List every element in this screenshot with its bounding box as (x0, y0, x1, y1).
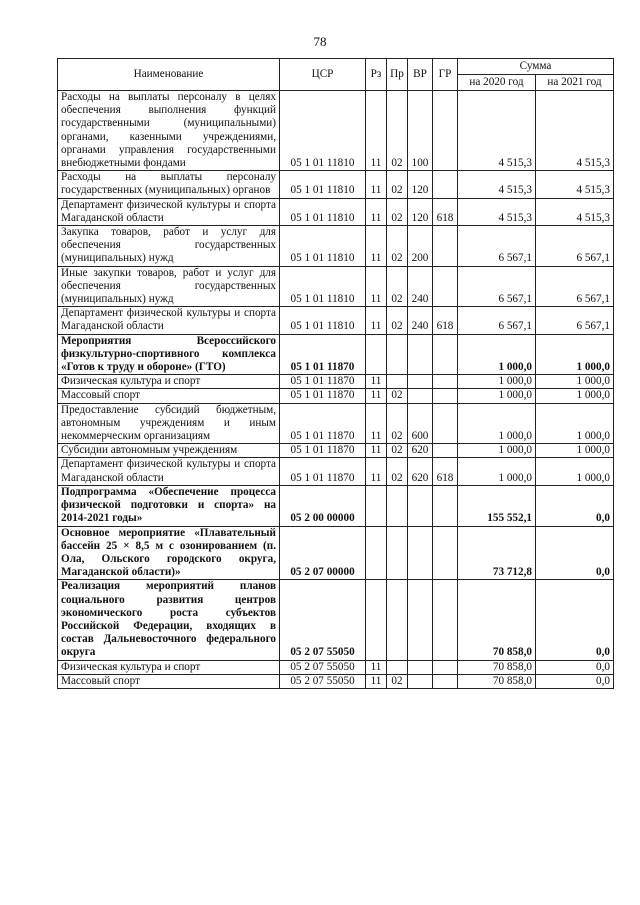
row-pr: 02 (387, 198, 408, 225)
row-sum-2021: 1 000,0 (536, 375, 614, 389)
table-row (58, 198, 614, 225)
row-gr (433, 580, 458, 660)
row-pr (387, 526, 408, 580)
row-gr: 618 (433, 307, 458, 334)
row-sum-2020: 4 515,3 (458, 198, 536, 225)
row-gr (433, 403, 458, 444)
row-sum-2020: 1 000,0 (458, 334, 536, 375)
row-sum-2020: 155 552,1 (458, 485, 536, 526)
row-pr: 02 (387, 226, 408, 267)
row-name: Физическая культура и спорт (58, 660, 280, 674)
row-rz: 11 (366, 674, 387, 688)
row-sum-2020: 1 000,0 (458, 444, 536, 458)
row-name: Реализация мероприятий планов социального развития центров экономического роста субъектов Российской Федерации, входящих в состав Дальневосточного федерального округа (58, 580, 280, 660)
table-row (58, 226, 614, 267)
table-row (58, 674, 614, 688)
row-name: Мероприятия Всероссийского физкультурно-спортивного комплекса «Готов к труду и обороне» (ГТО) (58, 334, 280, 375)
row-csr: 05 1 01 11810 (280, 307, 366, 334)
row-rz: 11 (366, 458, 387, 485)
row-gr (433, 444, 458, 458)
table-row (58, 334, 614, 375)
row-rz: 11 (366, 660, 387, 674)
row-gr (433, 375, 458, 389)
row-rz: 11 (366, 226, 387, 267)
row-rz: 11 (366, 307, 387, 334)
row-rz (366, 334, 387, 375)
row-csr: 05 2 00 00000 (280, 485, 366, 526)
row-rz (366, 526, 387, 580)
header-pr: Пр (387, 59, 408, 91)
row-name: Субсидии автономным учреждениям (58, 444, 280, 458)
row-vr: 600 (408, 403, 433, 444)
table-row (58, 458, 614, 485)
row-pr (387, 660, 408, 674)
row-vr (408, 526, 433, 580)
row-pr (387, 334, 408, 375)
row-rz: 11 (366, 91, 387, 171)
row-pr (387, 375, 408, 389)
header-rz: Рз (366, 59, 387, 91)
row-pr: 02 (387, 307, 408, 334)
table-row (58, 307, 614, 334)
row-gr (433, 171, 458, 198)
row-sum-2020: 1 000,0 (458, 375, 536, 389)
row-vr: 240 (408, 307, 433, 334)
budget-table (57, 58, 614, 689)
row-gr (433, 226, 458, 267)
table-row (58, 266, 614, 307)
row-sum-2020: 70 858,0 (458, 674, 536, 688)
row-sum-2020: 70 858,0 (458, 580, 536, 660)
row-csr: 05 1 01 11870 (280, 444, 366, 458)
row-name: Подпрограмма «Обеспечение процесса физической подготовки и спорта» на 2014-2021 годы» (58, 485, 280, 526)
row-sum-2020: 6 567,1 (458, 266, 536, 307)
table-row (58, 444, 614, 458)
row-vr: 620 (408, 458, 433, 485)
row-sum-2021: 0,0 (536, 674, 614, 688)
header-vr: ВР (408, 59, 433, 91)
header-year-2021: на 2021 год (536, 75, 614, 91)
row-sum-2021: 4 515,3 (536, 171, 614, 198)
row-csr: 05 1 01 11870 (280, 403, 366, 444)
row-gr (433, 266, 458, 307)
row-rz: 11 (366, 375, 387, 389)
row-sum-2020: 1 000,0 (458, 403, 536, 444)
row-name: Департамент физической культуры и спорта Магаданской области (58, 458, 280, 485)
row-sum-2021: 6 567,1 (536, 307, 614, 334)
row-gr (433, 660, 458, 674)
row-name: Физическая культура и спорт (58, 375, 280, 389)
row-pr: 02 (387, 674, 408, 688)
row-rz: 11 (366, 171, 387, 198)
row-csr: 05 1 01 11870 (280, 375, 366, 389)
row-sum-2021: 6 567,1 (536, 266, 614, 307)
row-csr: 05 1 01 11870 (280, 334, 366, 375)
row-rz: 11 (366, 403, 387, 444)
page-number: 78 (313, 34, 327, 49)
header-year-2020: на 2020 год (458, 75, 536, 91)
row-vr (408, 375, 433, 389)
row-name: Департамент физической культуры и спорта Магаданской области (58, 198, 280, 225)
table-row (58, 526, 614, 580)
row-sum-2021: 0,0 (536, 485, 614, 526)
row-name: Закупка товаров, работ и услуг для обеспечения государственных (муниципальных) нужд (58, 226, 280, 267)
table-row (58, 580, 614, 660)
row-sum-2021: 0,0 (536, 580, 614, 660)
row-pr: 02 (387, 444, 408, 458)
row-sum-2020: 4 515,3 (458, 91, 536, 171)
row-sum-2020: 70 858,0 (458, 660, 536, 674)
row-gr (433, 334, 458, 375)
row-gr: 618 (433, 198, 458, 225)
row-pr (387, 580, 408, 660)
row-csr: 05 2 07 55050 (280, 580, 366, 660)
row-csr: 05 1 01 11810 (280, 266, 366, 307)
row-sum-2021: 1 000,0 (536, 458, 614, 485)
row-sum-2021: 1 000,0 (536, 389, 614, 403)
row-sum-2020: 6 567,1 (458, 226, 536, 267)
row-vr: 100 (408, 91, 433, 171)
row-gr (433, 485, 458, 526)
row-gr: 618 (433, 458, 458, 485)
row-pr: 02 (387, 389, 408, 403)
row-pr: 02 (387, 171, 408, 198)
row-vr (408, 389, 433, 403)
table-body (58, 91, 614, 689)
table-row (58, 660, 614, 674)
row-pr: 02 (387, 458, 408, 485)
row-rz: 11 (366, 198, 387, 225)
row-csr: 05 1 01 11810 (280, 91, 366, 171)
row-sum-2021: 1 000,0 (536, 444, 614, 458)
row-name: Иные закупки товаров, работ и услуг для обеспечения государственных (муниципальных) нужд (58, 266, 280, 307)
row-vr: 120 (408, 198, 433, 225)
row-gr (433, 526, 458, 580)
row-gr (433, 674, 458, 688)
row-sum-2021: 6 567,1 (536, 226, 614, 267)
row-csr: 05 1 01 11870 (280, 458, 366, 485)
row-name: Массовый спорт (58, 674, 280, 688)
row-vr (408, 485, 433, 526)
row-name: Расходы на выплаты персоналу в целях обеспечения выполнения функций государственными (муниципальными) органами, казенными учреждениями, органами управления государственными внебюджетными фондами (58, 91, 280, 171)
row-pr: 02 (387, 403, 408, 444)
header-name: Наименование (58, 59, 280, 91)
row-sum-2021: 0,0 (536, 660, 614, 674)
row-gr (433, 389, 458, 403)
table-row (58, 485, 614, 526)
row-vr (408, 674, 433, 688)
row-sum-2021: 4 515,3 (536, 91, 614, 171)
row-name: Расходы на выплаты персоналу государственных (муниципальных) органов (58, 171, 280, 198)
row-rz (366, 485, 387, 526)
table-row (58, 171, 614, 198)
row-sum-2021: 1 000,0 (536, 403, 614, 444)
row-name: Массовый спорт (58, 389, 280, 403)
row-rz (366, 580, 387, 660)
row-csr: 05 2 07 55050 (280, 674, 366, 688)
row-rz: 11 (366, 389, 387, 403)
row-vr (408, 580, 433, 660)
row-csr: 05 1 01 11810 (280, 226, 366, 267)
row-sum-2020: 1 000,0 (458, 389, 536, 403)
row-name: Основное мероприятие «Плавательный бассейн 25 × 8,5 м с озонированием (п. Ола, Ольского городского округа, Магаданской области)» (58, 526, 280, 580)
header-gr: ГР (433, 59, 458, 91)
table-row (58, 389, 614, 403)
table-row (58, 403, 614, 444)
table-row (58, 91, 614, 171)
row-name: Департамент физической культуры и спорта Магаданской области (58, 307, 280, 334)
header-sum: Сумма (458, 59, 614, 75)
row-sum-2020: 73 712,8 (458, 526, 536, 580)
row-csr: 05 2 07 00000 (280, 526, 366, 580)
table-row (58, 375, 614, 389)
row-sum-2020: 1 000,0 (458, 458, 536, 485)
row-rz: 11 (366, 444, 387, 458)
row-vr: 120 (408, 171, 433, 198)
row-sum-2021: 1 000,0 (536, 334, 614, 375)
row-vr: 200 (408, 226, 433, 267)
row-pr: 02 (387, 91, 408, 171)
row-sum-2021: 0,0 (536, 526, 614, 580)
row-vr (408, 334, 433, 375)
row-csr: 05 1 01 11870 (280, 389, 366, 403)
row-sum-2021: 4 515,3 (536, 198, 614, 225)
header-csr: ЦСР (280, 59, 366, 91)
row-vr: 240 (408, 266, 433, 307)
row-csr: 05 1 01 11810 (280, 198, 366, 225)
row-vr (408, 660, 433, 674)
row-pr: 02 (387, 266, 408, 307)
row-sum-2020: 6 567,1 (458, 307, 536, 334)
row-csr: 05 2 07 55050 (280, 660, 366, 674)
row-sum-2020: 4 515,3 (458, 171, 536, 198)
row-rz: 11 (366, 266, 387, 307)
row-gr (433, 91, 458, 171)
row-csr: 05 1 01 11810 (280, 171, 366, 198)
row-name: Предоставление субсидий бюджетным, автономным учреждениям и иным некоммерческим организациям (58, 403, 280, 444)
row-pr (387, 485, 408, 526)
row-vr: 620 (408, 444, 433, 458)
